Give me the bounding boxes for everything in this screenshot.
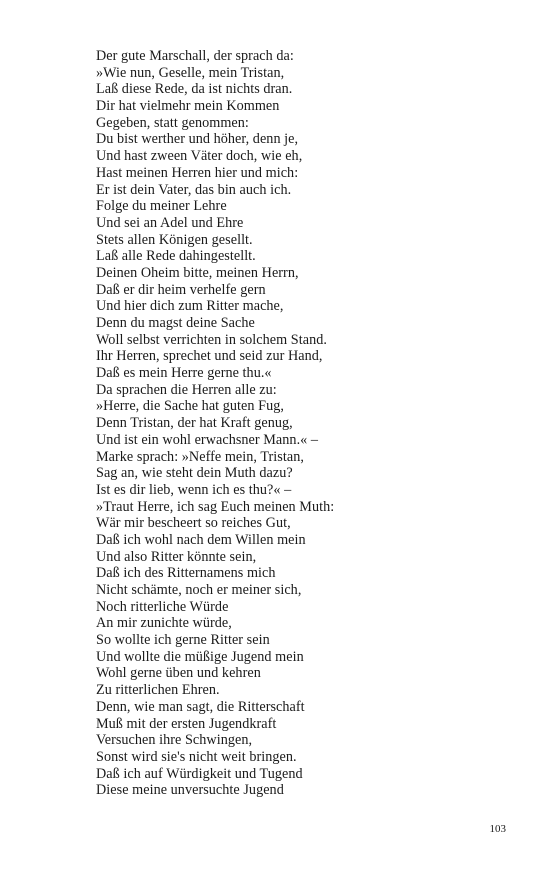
verse-line: Daß ich des Ritternamens mich: [96, 565, 276, 582]
verse-line: Daß er dir heim verhelfe gern: [96, 281, 266, 298]
verse-line: Woll selbst verrichten in solchem Stand.: [96, 331, 327, 348]
verse-line: »Wie nun, Geselle, mein Tristan,: [96, 64, 285, 81]
verse-line: Und also Ritter könnte sein,: [96, 548, 257, 565]
verse-line: Ist es dir lieb, wenn ich es thu?« –: [96, 481, 292, 498]
verse-text: [96, 48, 516, 799]
verse-line: Daß ich auf Würdigkeit und Tugend: [96, 765, 303, 782]
verse-line: Zu ritterlichen Ehren.: [96, 682, 220, 699]
verse-line: Diese meine unversuchte Jugend: [96, 782, 284, 799]
verse-line: Denn Tristan, der hat Kraft genug,: [96, 415, 293, 432]
verse-line: Muß mit der ersten Jugendkraft: [96, 715, 277, 732]
verse-line: Und wollte die müßige Jugend mein: [96, 648, 304, 665]
verse-line: »Traut Herre, ich sag Euch meinen Muth:: [96, 498, 335, 515]
verse-line: Er ist dein Vater, das bin auch ich.: [96, 181, 292, 198]
verse-line: Und hier dich zum Ritter mache,: [96, 298, 284, 315]
verse-line: Wär mir bescheert so reiches Gut,: [96, 515, 291, 532]
verse-line: Sonst wird sie's nicht weit bringen.: [96, 748, 297, 765]
verse-line: Noch ritterliche Würde: [96, 598, 229, 615]
verse-line: Denn, wie man sagt, die Ritterschaft: [96, 698, 305, 715]
verse-line: Gegeben, statt genommen:: [96, 114, 249, 131]
verse-line: Dir hat vielmehr mein Kommen: [96, 98, 280, 115]
verse-line: Marke sprach: »Neffe mein, Tristan,: [96, 448, 304, 465]
verse-line: Du bist werther und höher, denn je,: [96, 131, 299, 148]
verse-line: Versuchen ihre Schwingen,: [96, 732, 253, 749]
verse-line: Stets allen Königen gesellt.: [96, 231, 253, 248]
verse-line: An mir zunichte würde,: [96, 615, 232, 632]
verse-line: Laß diese Rede, da ist nichts dran.: [96, 81, 293, 98]
verse-line: Da sprachen die Herren alle zu:: [96, 381, 277, 398]
verse-line: So wollte ich gerne Ritter sein: [96, 632, 270, 649]
verse-line: Und hast zween Väter doch, wie eh,: [96, 148, 303, 165]
verse-line: Der gute Marschall, der sprach da:: [96, 48, 294, 64]
verse-line: Daß ich wohl nach dem Willen mein: [96, 531, 306, 548]
verse-line: Denn du magst deine Sache: [96, 315, 255, 331]
verse-line: Nicht schämte, noch er meiner sich,: [96, 582, 302, 598]
verse-line: »Herre, die Sache hat guten Fug,: [96, 398, 284, 415]
verse-line: Folge du meiner Lehre: [96, 198, 227, 215]
verse-line: Laß alle Rede dahingestellt.: [96, 248, 256, 265]
verse-line: Wohl gerne üben und kehren: [96, 665, 261, 682]
verse-line: Und sei an Adel und Ehre: [96, 214, 244, 231]
verse-line: Sag an, wie steht dein Muth dazu?: [96, 465, 293, 482]
verse-line: Hast meinen Herren hier und mich:: [96, 164, 299, 181]
verse-line: Daß es mein Herre gerne thu.«: [96, 365, 272, 382]
verse-line: Deinen Oheim bitte, meinen Herrn,: [96, 264, 299, 281]
verse-line: Und ist ein wohl erwachsner Mann.« –: [96, 431, 319, 448]
verse-line: Ihr Herren, sprechet und seid zur Hand,: [96, 348, 323, 365]
page-number: 103: [489, 823, 506, 835]
